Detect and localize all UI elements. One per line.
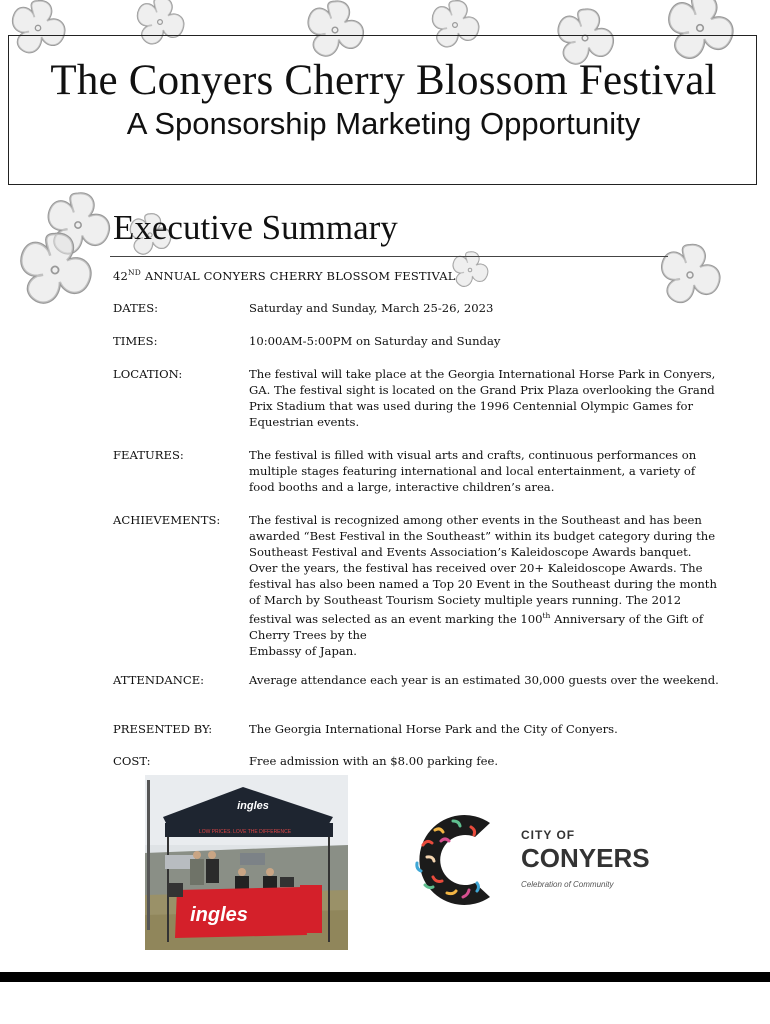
edition-suffix: ND [128,268,142,277]
row-value: Free admission with an $8.00 parking fee. [249,754,499,768]
row-label: COST: [113,754,151,768]
achievements-text-end: Embassy of Japan. [249,643,357,658]
page-title: The Conyers Cherry Blossom Festival [50,57,717,104]
table-brand-text: ingles [190,904,248,926]
row-label: LOCATION: [113,367,183,381]
heading-divider [110,256,668,257]
row-value: Saturday and Sunday, March 25-26, 2023 [249,301,494,315]
row-label: DATES: [113,301,159,315]
footer-bar [0,972,770,982]
logo-city-of: CITY OF [521,828,576,842]
achievements-text: The festival is recognized among other events in the Southeast and has been awarded “Best Festival in the Southeast” within its budget category during the Southeast Festival and Events Association’s Kaleidoscope Awards banquet. Over the years, the festival has received over 20+ Kaleidoscope Awards. The festival has also been named a Top 20 Event in the Southeast during the month of March by Southeast Tourism Society multiple years running. The 2012 festival was selected as an event marking the 100 [249,513,717,626]
edition-number: 42 [113,268,129,283]
row-value: The Georgia International Horse Park and the City of Conyers. [249,722,618,736]
title-box [8,35,757,185]
logo-conyers: CONYERS [521,843,650,873]
row-label: ACHIEVEMENTS: [113,513,221,527]
tent-slogan-text: LOW PRICES. LOVE THE DIFFERENCE [198,829,292,835]
city-of-conyers-logo [405,805,675,915]
row-value: Average attendance each year is an estimated 30,000 guests over the weekend. [249,673,719,687]
row-label: FEATURES: [113,448,184,462]
row-value: The festival is filled with visual arts and crafts, continuous performances on multiple stages featuring international and local entertainment, a variety of food booths and a large, interactive children’s area. [249,448,697,494]
logo-tagline: Celebration of Community [521,880,614,889]
ordinal-suffix: th [542,611,551,620]
section-heading: Executive Summary [113,208,398,247]
row-label: PRESENTED BY: [113,722,213,736]
row-value: The festival will take place at the Georgia International Horse Park in Conyers, GA. The festival sight is located on the Grand Prix Plaza overlooking the Grand Prix Stadium that was used during the 1996 Centennial Olympic Games for Equestrian events. [249,367,716,429]
row-label: TIMES: [113,334,158,348]
row-label: ATTENDANCE: [113,673,205,687]
edition-title: ANNUAL CONYERS CHERRY BLOSSOM FESTIVAL [141,268,456,283]
row-value: 10:00AM-5:00PM on Saturday and Sunday [249,334,501,348]
event-tent-photo [145,775,348,950]
achievements-text-cont: Anniversary of the Gift of Cherry Trees by the [249,611,704,642]
row-value [249,512,719,659]
festival-edition-line [113,268,456,283]
tent-brand-text: ingles [237,800,269,812]
page-subtitle: A Sponsorship Marketing Opportunity [126,106,641,141]
